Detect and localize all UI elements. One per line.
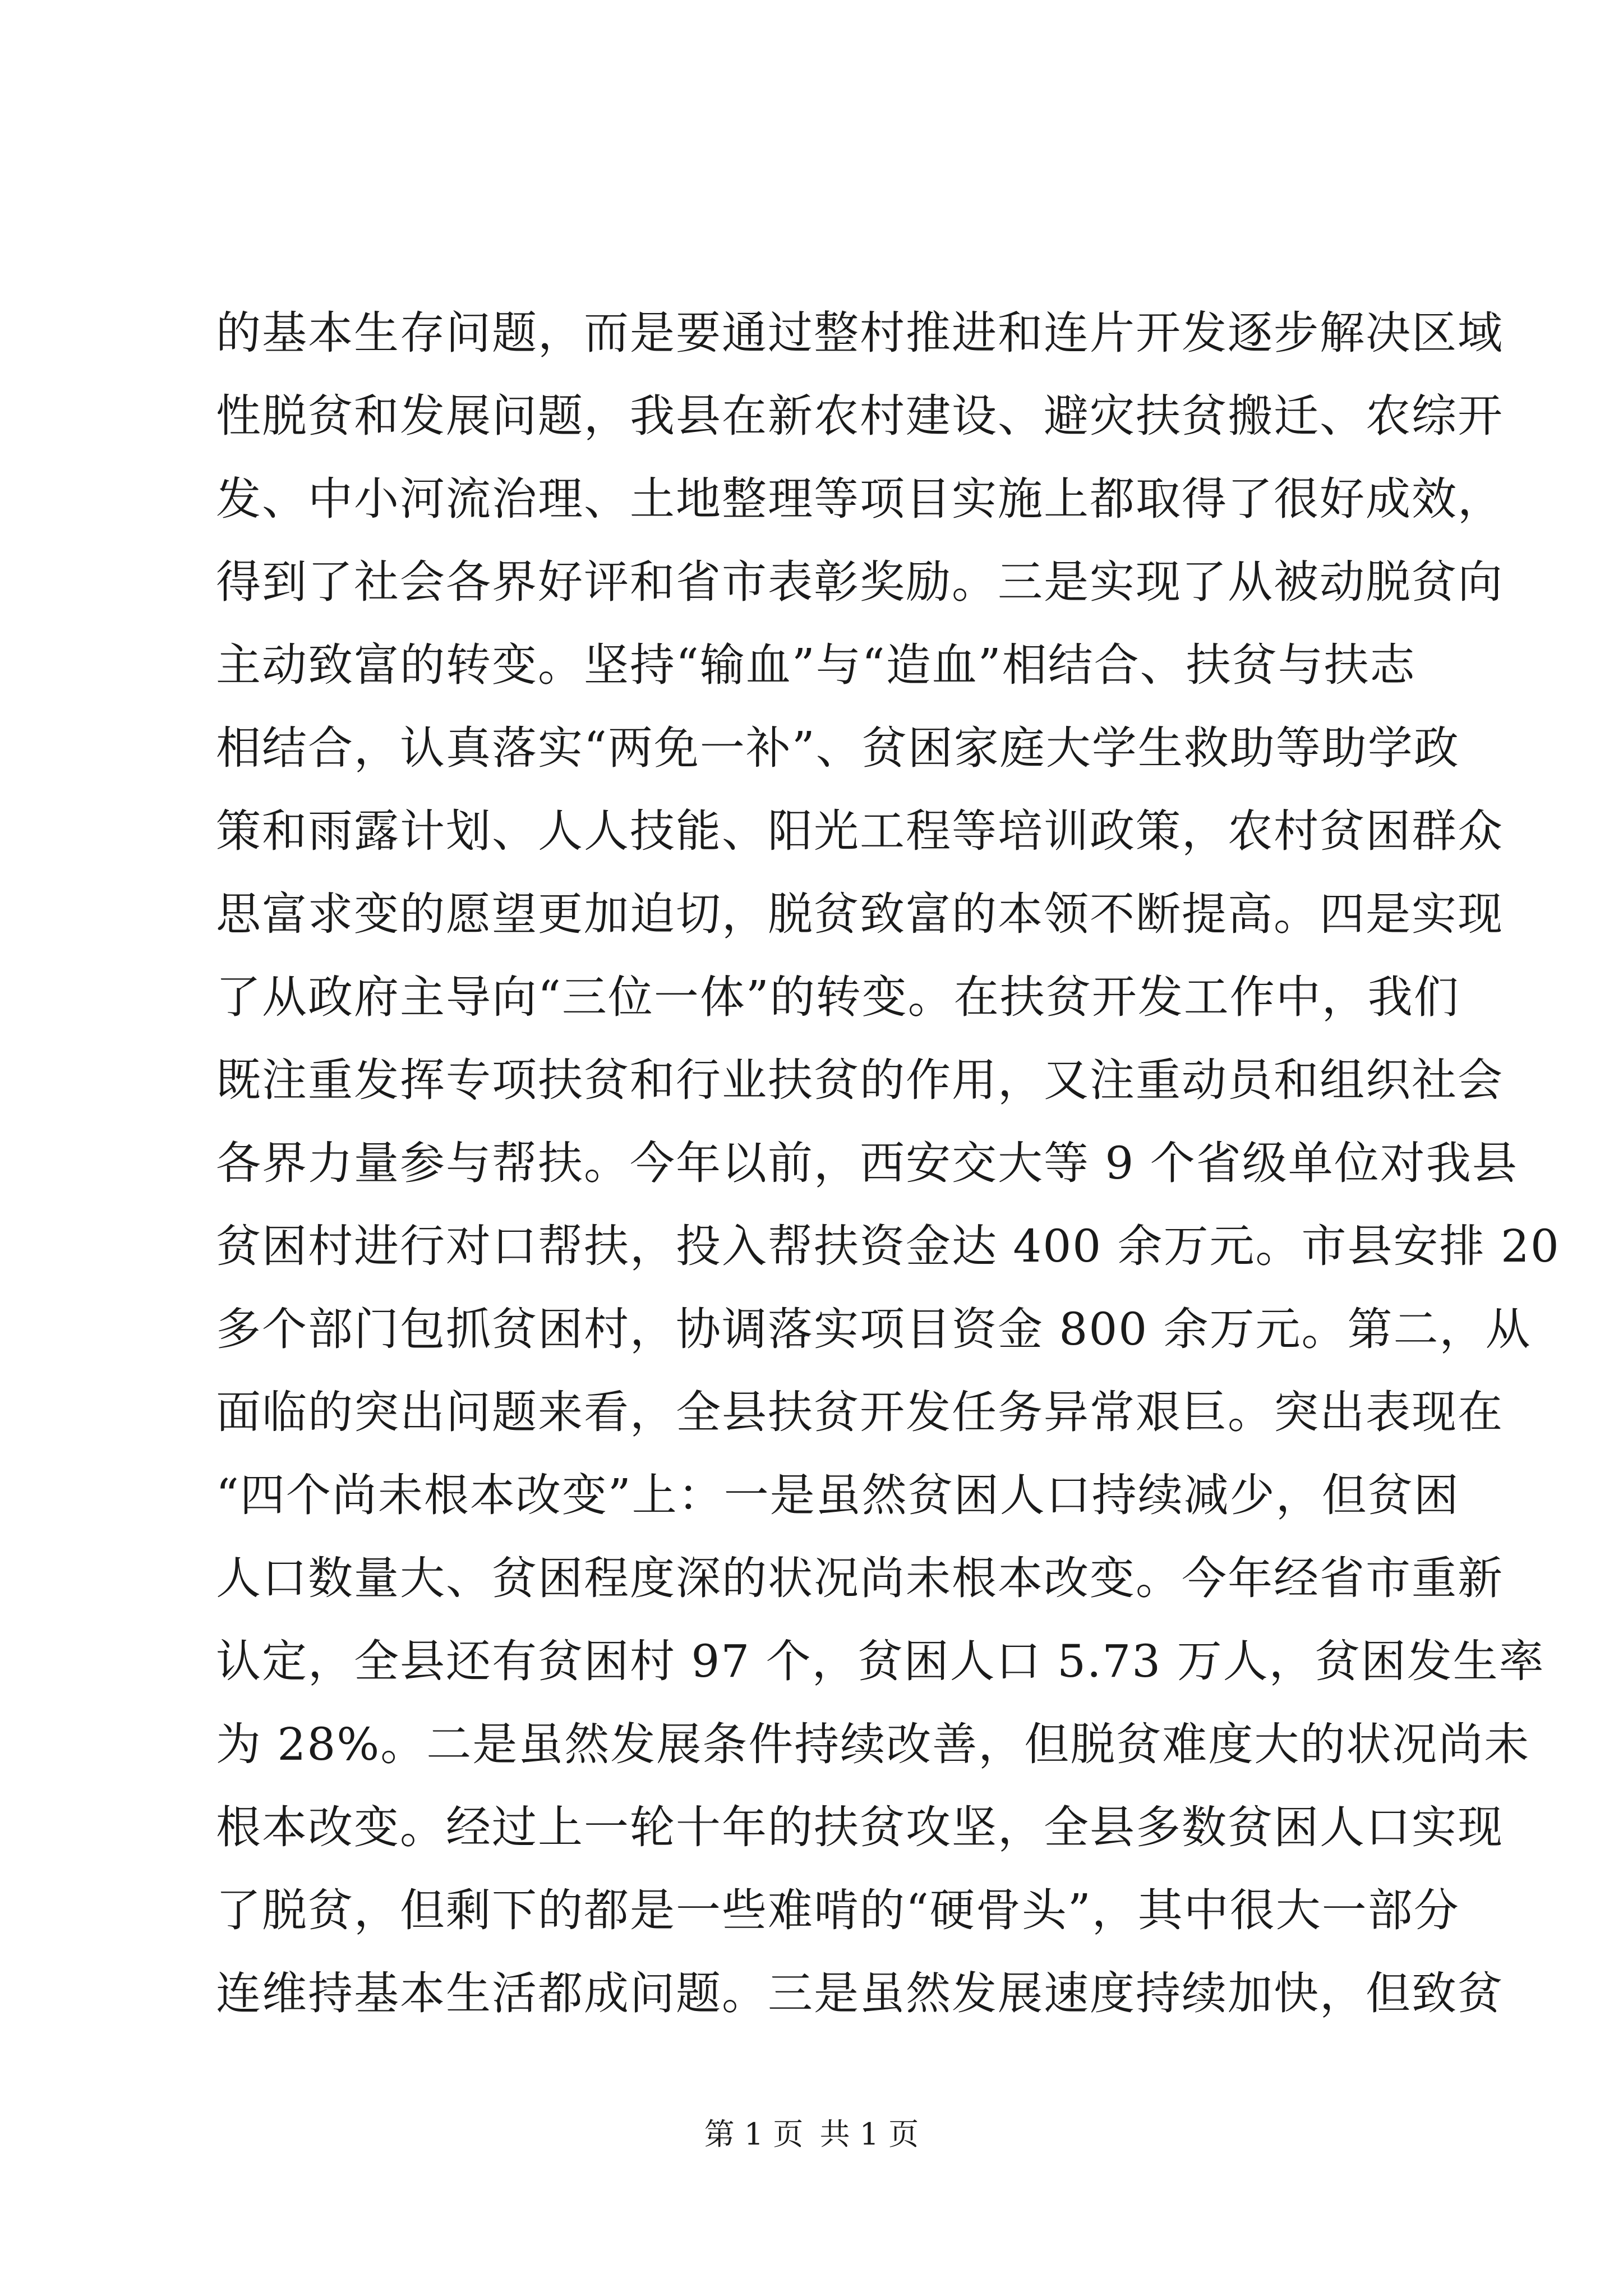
body-text (216, 292, 1560, 2035)
text-line: 的基本生存问题，而是要通过整村推进和连片开发逐步解决区域 (216, 307, 1504, 359)
text-line: 了从政府主导向“三位一体”的转变。在扶贫开发工作中，我们 (216, 971, 1460, 1023)
text-line: 贫困村进行对口帮扶，投入帮扶资金达 400 余万元。市县安排 20 (216, 1220, 1560, 1272)
text-line: 策和雨露计划、人人技能、阳光工程等培训政策，农村贫困群众 (216, 805, 1504, 857)
page-number: 第 1 页 (704, 2116, 804, 2152)
text-line: 面临的突出问题来看，全县扶贫开发任务异常艰巨。突出表现在 (216, 1386, 1504, 1438)
text-line: 各界力量参与帮扶。今年以前，西安交大等 9 个省级单位对我县 (216, 1137, 1518, 1189)
text-line: 认定，全县还有贫困村 97 个，贫困人口 5.73 万人，贫困发生率 (216, 1635, 1545, 1687)
text-line: 为 28%。二是虽然发展条件持续改善，但脱贫难度大的状况尚未 (216, 1718, 1530, 1770)
text-line: 既注重发挥专项扶贫和行业扶贫的作用，又注重动员和组织社会 (216, 1054, 1504, 1106)
text-line: 连维持基本生活都成问题。三是虽然发展速度持续加快，但致贫 (216, 1967, 1504, 2019)
text-line: 人口数量大、贫困程度深的状况尚未根本改变。今年经省市重新 (216, 1552, 1504, 1604)
text-line: 多个部门包抓贫困村，协调落实项目资金 800 余万元。第二，从 (216, 1303, 1532, 1355)
text-line: 发、中小河流治理、土地整理等项目实施上都取得了很好成效， (216, 473, 1504, 525)
page-total: 共 1 页 (819, 2116, 919, 2152)
text-line: 得到了社会各界好评和省市表彰奖励。三是实现了从被动脱贫向 (216, 556, 1504, 608)
text-line: “四个尚未根本改变”上：一是虽然贫困人口持续减少，但贫困 (216, 1469, 1460, 1521)
page-footer (0, 2115, 1623, 2154)
text-line: 思富求变的愿望更加迫切，脱贫致富的本领不断提高。四是实现 (216, 888, 1504, 940)
text-line: 性脱贫和发展问题，我县在新农村建设、避灾扶贫搬迁、农综开 (216, 390, 1504, 442)
text-line: 相结合，认真落实“两免一补”、贫困家庭大学生救助等助学政 (216, 722, 1460, 774)
text-line: 主动致富的转变。坚持“输血”与“造血”相结合、扶贫与扶志 (216, 639, 1416, 691)
text-line: 了脱贫，但剩下的都是一些难啃的“硬骨头”，其中很大一部分 (216, 1884, 1460, 1936)
text-line: 根本改变。经过上一轮十年的扶贫攻坚，全县多数贫困人口实现 (216, 1801, 1504, 1853)
